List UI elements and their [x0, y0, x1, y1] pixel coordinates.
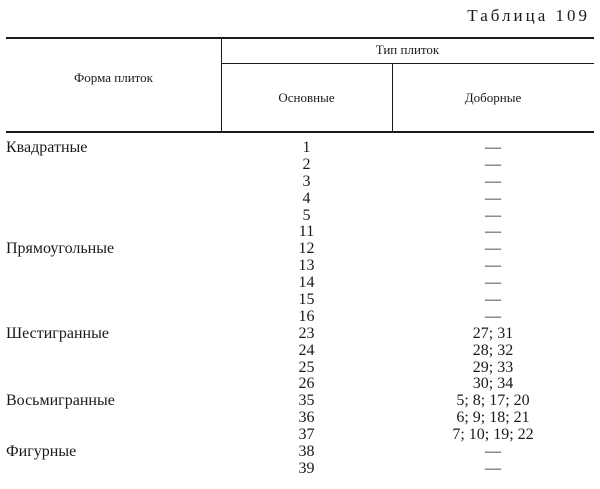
main-cell: 24 — [298, 341, 315, 359]
table-row — [6, 360, 594, 377]
table-row — [6, 376, 594, 393]
table-row — [6, 258, 594, 275]
extra-cell: — — [485, 206, 501, 224]
table-row — [6, 427, 594, 444]
table-row — [6, 292, 594, 309]
header-extra: Доборные — [464, 90, 522, 105]
main-cell: 26 — [298, 375, 315, 393]
header-mid-rule — [221, 63, 594, 64]
table-body — [6, 140, 594, 478]
table-row — [6, 174, 594, 191]
header-bottom-rule — [6, 131, 594, 133]
table-top-rule — [6, 37, 594, 39]
main-cell: 23 — [298, 324, 315, 342]
shape-cell: Прямоугольные — [6, 240, 115, 258]
table-caption: Таблица 109 — [467, 6, 590, 25]
extra-cell: 5; 8; 17; 20 — [456, 392, 530, 410]
table-row — [6, 157, 594, 174]
table-row — [6, 224, 594, 241]
main-cell: 15 — [298, 291, 315, 309]
extra-cell: 27; 31 — [472, 324, 514, 342]
main-cell: 12 — [298, 240, 315, 258]
extra-cell: — — [485, 223, 501, 241]
table-row — [6, 410, 594, 427]
extra-cell: — — [485, 443, 501, 461]
main-cell: 14 — [298, 274, 315, 292]
main-cell: 37 — [298, 426, 315, 444]
extra-cell: — — [485, 307, 501, 325]
table-row — [6, 191, 594, 208]
table-row — [6, 461, 594, 478]
extra-cell: 30; 34 — [472, 375, 514, 393]
main-cell: 39 — [298, 459, 315, 477]
main-cell: 11 — [298, 223, 315, 241]
shape-cell: Восьмигранные — [6, 392, 115, 410]
header-type: Тип плиток — [375, 42, 440, 57]
main-cell: 5 — [302, 206, 311, 224]
extra-cell: — — [485, 189, 501, 207]
main-cell: 16 — [298, 307, 315, 325]
header-shape: Форма плиток — [74, 70, 153, 85]
table-row — [6, 343, 594, 360]
extra-cell: — — [485, 257, 501, 275]
extra-cell: — — [485, 172, 501, 190]
table-row — [6, 208, 594, 225]
table-row — [6, 393, 594, 410]
extra-cell: — — [485, 291, 501, 309]
main-cell: 4 — [302, 189, 311, 207]
table-row — [6, 444, 594, 461]
extra-cell: 7; 10; 19; 22 — [452, 426, 534, 444]
extra-cell: — — [485, 155, 501, 173]
main-cell: 38 — [298, 443, 315, 461]
shape-cell: Квадратные — [6, 139, 88, 156]
table-row — [6, 241, 594, 258]
extra-cell: — — [485, 459, 501, 477]
extra-cell: 6; 9; 18; 21 — [456, 409, 530, 427]
table-row — [6, 140, 594, 157]
table-row — [6, 275, 594, 292]
main-cell: 25 — [298, 358, 315, 376]
extra-cell: — — [485, 274, 501, 292]
shape-cell: Фигурные — [6, 443, 77, 461]
extra-cell: — — [485, 240, 501, 258]
table-row — [6, 309, 594, 326]
extra-cell: 29; 33 — [472, 358, 514, 376]
main-cell: 13 — [298, 257, 315, 275]
main-cell: 2 — [302, 155, 311, 173]
main-cell: 35 — [298, 392, 315, 410]
main-cell: 1 — [302, 139, 311, 156]
extra-cell: — — [485, 139, 501, 156]
extra-cell: 28; 32 — [472, 341, 514, 359]
table-row — [6, 326, 594, 343]
shape-cell: Шестигранные — [6, 324, 109, 342]
main-cell: 3 — [302, 172, 311, 190]
main-cell: 36 — [298, 409, 315, 427]
header-main: Основные — [278, 90, 335, 105]
